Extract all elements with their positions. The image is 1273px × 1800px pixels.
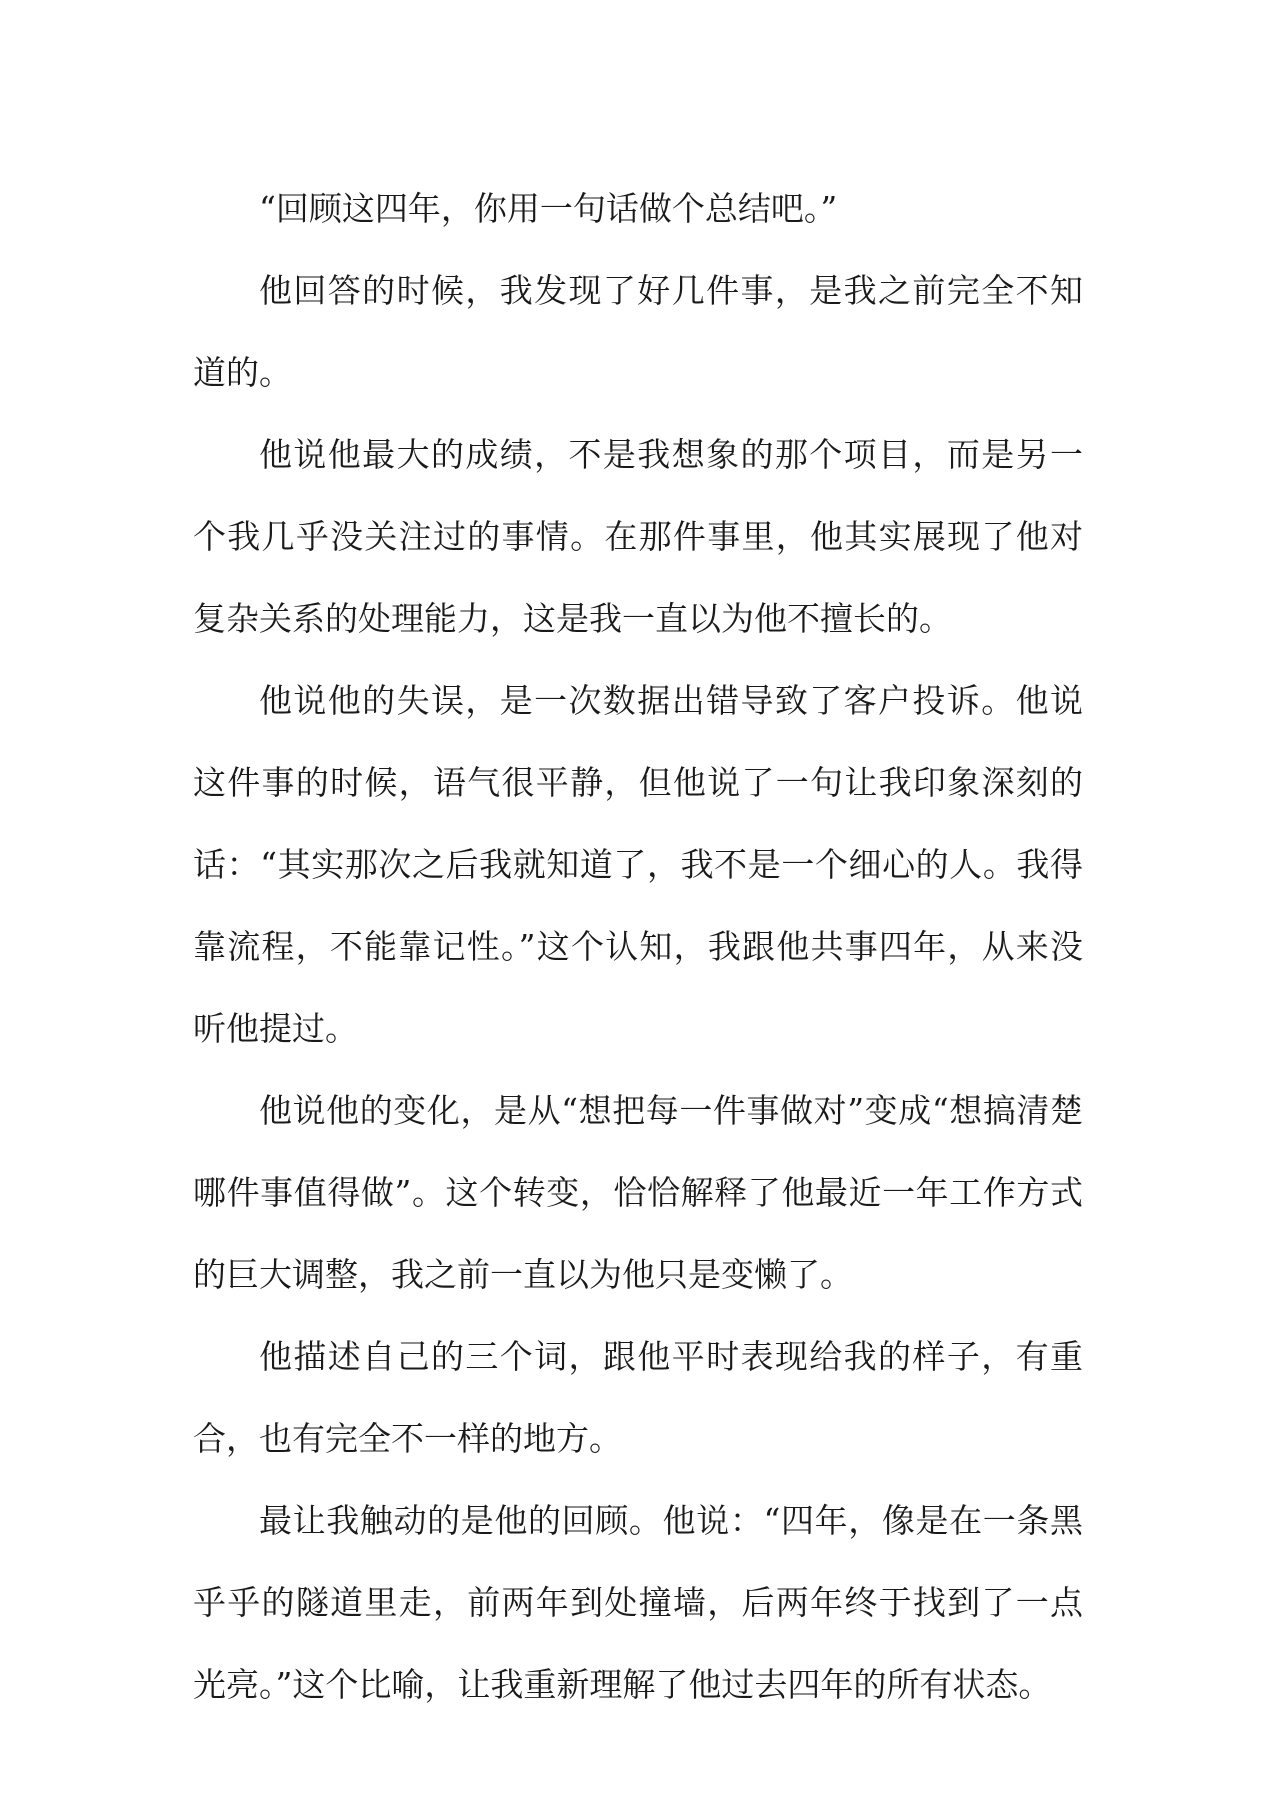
- paragraph: 他说他的变化，是从“想把每一件事做对”变成“想搞清楚哪件事值得做”。这个转变，恰恰解释了他最近一年工作方式的巨大调整，我之前一直以为他只是变懒了。: [193, 1091, 1083, 1294]
- paragraph: “回顾这四年，你用一句话做个总结吧。”: [259, 189, 838, 228]
- body-text: [193, 168, 1083, 1726]
- paragraph: 最让我触动的是他的回顾。他说：“四年，像是在一条黑乎乎的隧道里走，前两年到处撞墙，后两年终于找到了一点光亮。”这个比喻，让我重新理解了他过去四年的所有状态。: [193, 1501, 1083, 1704]
- paragraph: 他说他的失误，是一次数据出错导致了客户投诉。他说这件事的时候，语气很平静，但他说了一句让我印象深刻的话：“其实那次之后我就知道了，我不是一个细心的人。我得靠流程，不能靠记性。”这个认知，我跟他共事四年，从来没听他提过。: [193, 681, 1083, 1048]
- paragraph: 他回答的时候，我发现了好几件事，是我之前完全不知道的。: [193, 271, 1083, 392]
- paragraph: 他描述自己的三个词，跟他平时表现给我的样子，有重合，也有完全不一样的地方。: [193, 1337, 1083, 1458]
- paragraph: 他说他最大的成绩，不是我想象的那个项目，而是另一个我几乎没关注过的事情。在那件事里，他其实展现了他对复杂关系的处理能力，这是我一直以为他不擅长的。: [193, 435, 1083, 638]
